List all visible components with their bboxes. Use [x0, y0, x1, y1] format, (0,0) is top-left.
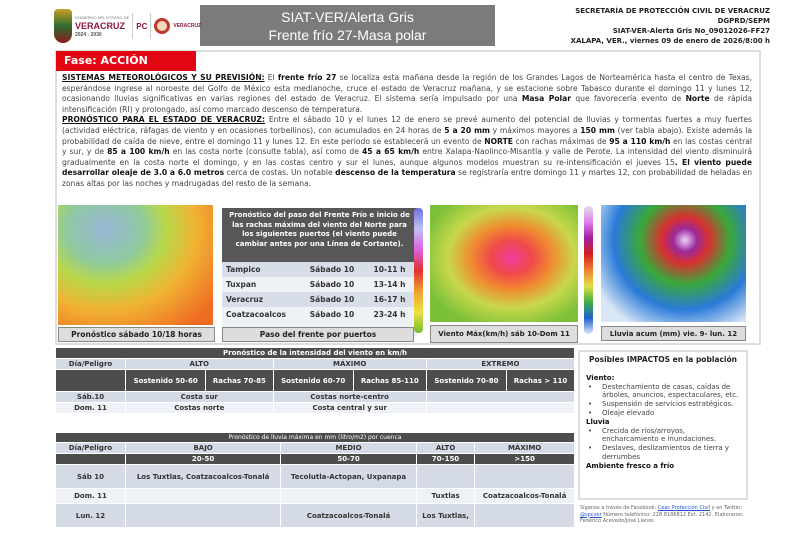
table-title: Pronóstico de lluvia máxima en mm (litro/m2) por cuenca — [56, 433, 575, 443]
forecast-text — [62, 73, 752, 190]
logo-text: 2024 - 2030 — [75, 31, 102, 38]
cell: Coatzacoalcos-Tonalá — [475, 489, 575, 504]
ports-caption: Paso del frente por puertos — [222, 327, 414, 342]
t: 95 a 110 km/h — [609, 136, 671, 146]
table-row — [56, 504, 575, 528]
logo-text: VERACRUZ — [75, 20, 126, 31]
alert-title — [200, 5, 495, 46]
t: y en Twitter: — [710, 505, 743, 511]
t: oleaje de 3.0 a 6.0 metros — [111, 168, 225, 178]
cell: Los Tuxtlas, Coatzacoalcos-Tonalá — [126, 465, 281, 489]
t: cerca de costas. Un notable — [224, 168, 336, 178]
sub-header: Sostenido 70-80 — [426, 370, 506, 392]
t: 5 a 20 mm — [444, 125, 490, 135]
cell — [281, 489, 417, 504]
t: 85 a 100 km/h — [107, 147, 170, 157]
cell: 10-11 h — [373, 265, 406, 274]
color-scale-bar — [414, 208, 423, 333]
cell: Coatzacoalcos — [226, 310, 287, 319]
department: DGPRD/SEPM — [717, 17, 770, 25]
impacts-wind-label: Viento: — [586, 373, 615, 382]
t: y máximos mayores a — [489, 125, 581, 135]
cell: Sábado 10 — [309, 265, 355, 274]
cell: Dom. 11 — [56, 489, 126, 504]
impact-item: • Oleaje elevado — [586, 409, 740, 418]
cell: Lun. 12 — [56, 504, 126, 528]
sub-header: Sostenido 50-60 — [126, 370, 206, 392]
cell: Dom. 11 — [56, 403, 126, 414]
impacts-title: Posibles IMPACTOS en la población — [589, 355, 737, 364]
section-title: SISTEMAS METEOROLÓGICOS Y SU PREVISIÓN: — [62, 73, 265, 82]
cell — [416, 465, 474, 489]
t: El — [264, 73, 278, 82]
header-logos — [54, 6, 202, 46]
rain-map-caption: Lluvia acum (mm) vie. 9- lun. 12 — [601, 326, 746, 341]
cell: Costa central y sur — [273, 403, 426, 414]
cell: Tecolutla-Actopan, Uxpanapa — [281, 465, 417, 489]
pc-logo: PC — [136, 21, 148, 31]
title-line: SIAT-VER/Alerta Gris — [281, 9, 414, 25]
range-header: 50-70 — [281, 454, 417, 465]
facebook-link[interactable]: Ceac Protección Civil — [657, 505, 711, 511]
cell: Tuxtlas — [416, 489, 474, 504]
t: entre Xalapa-Naolinco-Misantla y valle de Perote. La intensidad del viento disminuirá gradualmente en la costa norte el domingo, y en las costas centro y sur el lunes, aunque algunos modelos muestran su re-intensificación el jueves 15 — [62, 147, 752, 167]
rain-scale-bar — [584, 206, 593, 334]
t: 45 a 65 km/h — [361, 147, 420, 157]
t: Norte — [685, 94, 710, 104]
col-header: BAJO — [126, 443, 281, 454]
port-row — [222, 292, 417, 307]
table-title: Pronóstico de la intensidad del viento en km/h — [56, 348, 575, 359]
cell: Sábado 10 — [309, 280, 355, 289]
impact-item: • Deslaves, deslizamientos de tierra y derrumbes — [586, 444, 740, 462]
t: NORTE — [484, 136, 513, 146]
table-row — [56, 489, 575, 504]
government-logo — [75, 13, 129, 40]
cell: Tuxpan — [226, 280, 257, 289]
rain-accum-map — [601, 205, 746, 322]
sub-header: Rachas > 110 — [507, 370, 575, 392]
ports-table — [222, 208, 417, 336]
cell — [475, 465, 575, 489]
cell: Sáb.10 — [56, 392, 126, 403]
t: Masa Polar — [521, 94, 572, 104]
cell: 13-14 h — [373, 280, 406, 289]
section-title: PRONÓSTICO PARA EL ESTADO DE VERACRUZ: — [62, 115, 266, 125]
col-header: MÁXIMO — [475, 443, 575, 454]
cell: Sáb 10 — [56, 465, 126, 489]
seal-logo-text: VERACRUZ — [173, 23, 202, 29]
place-date: XALAPA, VER., viernes 09 de enero de 2026/8:00 h — [570, 37, 770, 45]
t: 150 mm — [580, 125, 615, 135]
ports-header: Pronóstico del paso del Frente Frío e inicio de las rachas máxima del viento del Norte para los siguientes puertos (el viento puede cambiar antes por una Línea de Cortante). — [222, 208, 417, 262]
divider — [132, 13, 133, 39]
map1-caption: Pronóstico sábado 10/18 horas — [58, 327, 215, 342]
port-row — [222, 277, 417, 292]
t: Entre el sábado 10 y el lunes 12 de enero se prevé aumento del potencial de lluvias y tormentas fuertes a muy fuertes (actividad eléctrica, ráfagas de viento y en ocasiones torbellinos), con acumulados en 24 horas de — [62, 115, 753, 135]
impact-item: • Suspensión de servicios estratégicos. — [586, 400, 740, 409]
t: (ver tabla abajo). Existe además la probabilidad de caída de nieve, entre el domingo 11 y lunes 12. En este periodo se establecerá un evento de — [62, 125, 752, 146]
veracruz-shield-logo — [54, 9, 72, 43]
cell — [126, 489, 281, 504]
col-header: MEDIO — [281, 443, 417, 454]
cell: Los Tuxtlas, — [416, 504, 474, 528]
cell — [475, 504, 575, 528]
divider — [150, 13, 151, 39]
col-header: EXTREMO — [426, 359, 574, 370]
t: se registraría entre domingo 11 y martes 12, con probabilidad de heladas en zonas altas por las noches y madrugadas del resto de la semana. — [62, 168, 753, 188]
range-header: 70-150 — [416, 454, 474, 465]
cell: Sábado 10 — [309, 310, 355, 319]
t: . El viento puede desarrollar — [62, 157, 753, 178]
bulletin-number: SIAT-VER-Alerta Gris No_09012026-FF27 — [612, 27, 770, 35]
phase-badge: Fase: ACCIÓN — [56, 51, 196, 71]
col-header: Día/Peligro — [56, 443, 126, 454]
t: Síganos a través de Facebook: — [580, 505, 658, 511]
wind-map-caption: Viento Máx(km/h) sáb 10-Dom 11 — [430, 325, 578, 343]
cell: Coatzacoalcos-Tonalá — [281, 504, 417, 528]
range-header: >150 — [475, 454, 575, 465]
front-forecast-map — [58, 205, 213, 325]
impact-item: • Crecida de ríos/arroyos, encharcamiento e inundaciones. — [586, 427, 740, 445]
col-header: Día/Peligro — [56, 359, 126, 370]
impacts-cold: Ambiente fresco a frío — [586, 461, 675, 470]
t: descenso de la temperatura — [335, 168, 456, 178]
col-header: ALTO — [416, 443, 474, 454]
wind-table — [55, 347, 575, 414]
twitter-link[interactable]: @spcver — [580, 511, 602, 518]
cell: Tampico — [226, 265, 261, 274]
t: que favorecería evento de — [571, 94, 686, 104]
cell: Costa sur — [126, 392, 274, 403]
civil-protection-seal-logo — [154, 18, 170, 34]
impact-item: • Destechamiento de casas, caídas de árboles, anuncios, espectaculares, etc. — [586, 383, 740, 401]
sub-header: Sostenido 60-70 — [273, 370, 353, 392]
cell — [126, 504, 281, 528]
cell: Costas norte — [126, 403, 274, 414]
impacts-rain-label: Lluvia — [586, 417, 610, 426]
rain-table — [55, 432, 575, 528]
col-header: MÁXIMO — [273, 359, 426, 370]
cell: Costas norte-centro — [273, 392, 426, 403]
table-row — [56, 403, 575, 414]
t: de rápida intensificación (RI) y prolongado, así como marcado descenso de temperatura. — [62, 94, 752, 114]
impacts-box — [578, 350, 748, 500]
t: en las costas central y sur, y de — [62, 136, 753, 157]
t: Número telefónico: 228 8186812 Ext. 2142. Elaboraron: Federico Acevedo/José Llanos — [580, 511, 744, 524]
table-row — [56, 392, 575, 403]
t: con rachas máximas de — [512, 136, 610, 146]
port-row — [222, 307, 417, 322]
table-row — [56, 465, 575, 489]
cell — [426, 403, 574, 414]
range-header: 20-50 — [126, 454, 281, 465]
port-row — [222, 262, 417, 277]
header-info — [571, 6, 770, 46]
cell: 23-24 h — [373, 310, 406, 319]
cell: Sábado 10 — [309, 295, 355, 304]
logo-text: GOBIERNO DEL ESTADO DE — [75, 14, 130, 20]
footer — [580, 505, 760, 525]
organization: SECRETARÍA DE PROTECCIÓN CIVIL DE VERACRUZ — [575, 7, 770, 15]
sub-header: Rachas 70-85 — [206, 370, 273, 392]
t: en las costa norte (consulte tabla), así como de — [169, 147, 362, 157]
title-line: Frente frío 27-Masa polar — [268, 27, 427, 43]
wind-max-map — [430, 205, 578, 322]
cell — [426, 392, 574, 403]
col-header: ALTO — [126, 359, 274, 370]
cell: 16-17 h — [373, 295, 406, 304]
cell: Veracruz — [226, 295, 264, 304]
t: se localiza esta mañana desde la región de los Grandes Lagos de Norteamérica hasta el centro de Texas, esperándose ingrese al noroeste del Golfo de México esta medianoche, cruce el estado de Veracruz mañana, y se estacione sobre Tabasco durante el domingo 11 y lunes 12, ocasionando lluvias significativas en varias regiones del estado de Veracruz. El sistema sería impulsado por una — [62, 73, 752, 104]
sub-header: Rachas 85-110 — [353, 370, 426, 392]
t: frente frío 27 — [277, 73, 337, 82]
